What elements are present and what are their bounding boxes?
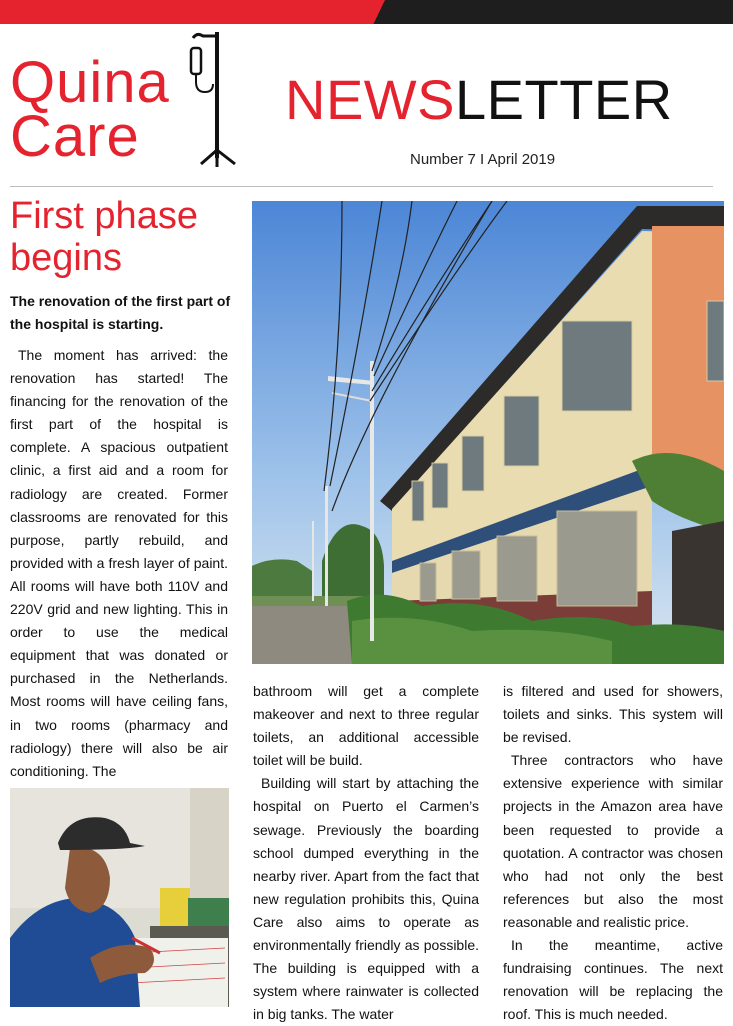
headline-line-2: begins bbox=[10, 237, 122, 279]
article-paragraph: bathroom will get a complete makeover and next to three regular toilets, an additional accessible toilet will be build. bbox=[253, 683, 479, 769]
newsletter-title bbox=[285, 70, 673, 130]
article-paragraph: Building will start by attaching the hospital on Puerto el Carmen’s sewage. Previously the boarding school dumped everything in the nearby river. Apart from the fact that new regulation prohibits this, Quina Care also aims to operate as environmentally friendly as possible. The building is equipped with a system where rainwater is collected in big tanks. The water bbox=[253, 775, 479, 1023]
headline-line-1: First phase bbox=[10, 195, 198, 237]
article-subheading: The renovation of the first part of the hospital is starting. bbox=[10, 293, 231, 332]
divider bbox=[10, 186, 713, 187]
article-paragraph: In the meantime, active fundraising continues. The next renovation will be replacing the roof. This is much needed. bbox=[503, 937, 723, 1023]
article-column-3 bbox=[503, 680, 723, 1026]
issue-info: Number 7 I April 2019 bbox=[410, 151, 556, 168]
article-headline bbox=[10, 195, 240, 279]
article-column-2 bbox=[253, 680, 479, 1026]
article-column-1 bbox=[10, 344, 228, 783]
hospital-building-photo bbox=[252, 201, 724, 664]
iv-drip-icon bbox=[185, 30, 245, 170]
article-paragraph: Three contractors who have extensive experience with similar projects in the Amazon area have been requested to provide a quotation. A contractor was chosen who had not only the best references but also the most reasonable and realistic price. bbox=[503, 752, 723, 930]
article-paragraph: is filtered and used for showers, toilets and sinks. This system will be revised. bbox=[503, 683, 723, 746]
newsletter-title-black: LETTER bbox=[455, 68, 673, 131]
header-bar-accent bbox=[0, 0, 385, 24]
newsletter-title-red: NEWS bbox=[285, 68, 455, 131]
logo bbox=[10, 50, 210, 169]
logo-line-1: Quina bbox=[10, 50, 170, 115]
article-paragraph: The moment has arrived: the renovation has started! The financing for the renovation of the first part of the hospital is complete. A spacious outpatient clinic, a first aid and a room for radiology are created. Former classrooms are renovated for this purpose, partly rebuild, and provided with a fresh layer of paint. All rooms will have both 110V and 220V grid and new lighting. This in order to use the medical equipment that was donated or purchased in the Netherlands. Most rooms will have ceiling fans, in two rooms (pharmacy and radiology) there will also be air conditioning. The bbox=[10, 347, 228, 779]
contractor-photo bbox=[10, 788, 229, 1007]
logo-line-2: Care bbox=[10, 104, 140, 169]
